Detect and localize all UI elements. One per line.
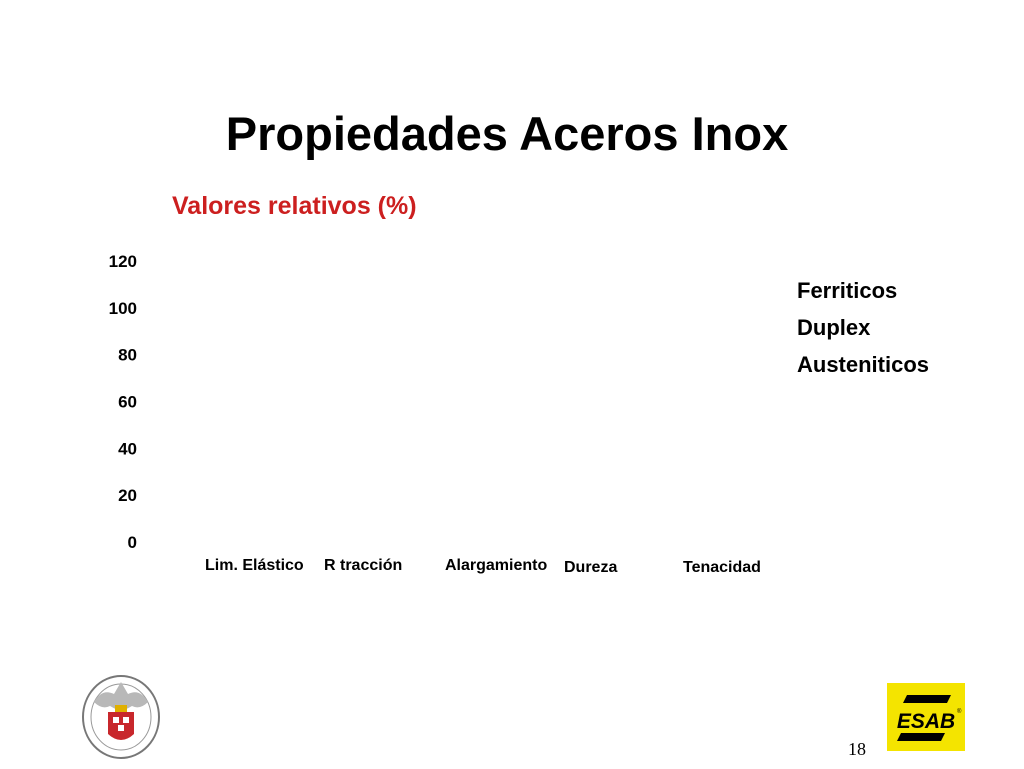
registered-mark: ®: [957, 709, 962, 715]
legend-item-ferriticos: Ferriticos: [797, 278, 898, 303]
legend-item-austeniticos: Austeniticos: [797, 352, 930, 377]
x-category-label: Tenacidad: [683, 559, 761, 576]
esab-logo-text: ESAB: [896, 710, 956, 733]
chart-legend: [797, 272, 929, 383]
x-category-label: Lim. Elástico: [205, 557, 304, 574]
y-tick-label: 20: [118, 486, 137, 506]
y-tick-label: 100: [108, 298, 137, 318]
y-tick-label: 120: [108, 252, 137, 271]
x-category-label: Dureza: [564, 559, 618, 576]
y-tick-label: 40: [118, 439, 137, 459]
y-tick-label: 80: [118, 345, 137, 365]
page-number: 18: [848, 739, 866, 759]
legend-item-duplex: Duplex: [797, 315, 871, 340]
esab-logo: [887, 683, 965, 751]
x-category-label: Alargamiento: [445, 557, 548, 574]
university-seal-logo: [80, 672, 162, 760]
slide-title: Propiedades Aceros Inox: [225, 107, 789, 160]
y-tick-label: 0: [127, 533, 137, 552]
chart-title: Valores relativos (%): [172, 192, 417, 220]
y-tick-label: 60: [118, 392, 137, 412]
x-category-label: R tracción: [324, 557, 403, 574]
